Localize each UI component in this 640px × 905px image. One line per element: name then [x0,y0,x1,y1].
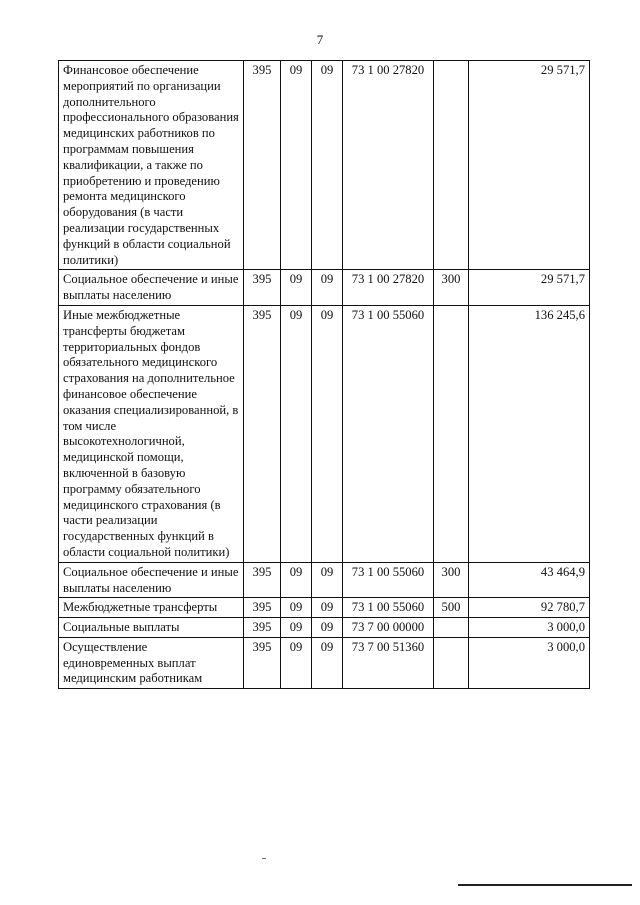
table-row [59,598,590,618]
target-article-code: 73 7 00 00000 [343,618,434,638]
footer-rule [458,884,632,886]
amount: 29 571,7 [469,270,590,306]
table-row [59,305,590,562]
expense-type-code: 300 [434,562,469,598]
row-name: Иные межбюджетные трансферты бюджетам территориальных фондов обязательного медицинского страхования на дополнительное финансовое обеспечение оказания специализированной, в том числе высокотехнологичной, медицинской помощи, включенной в базовую программу обязательного медицинского страхования (в части реализации государственных функций в области социальной политики) [59,305,244,562]
row-name: Финансовое обеспечение мероприятий по организации дополнительного профессионального образования медицинских работников по программам повышения квалификации, а также по приобретению и проведению ремонта медицинского оборудования (в части реализации государственных функций в области социальной политики) [59,61,244,270]
amount: 92 780,7 [469,598,590,618]
amount: 43 464,9 [469,562,590,598]
row-name: Социальное обеспечение и иные выплаты населению [59,270,244,306]
target-article-code: 73 1 00 27820 [343,61,434,270]
ministry-code: 395 [244,637,281,688]
section-code: 09 [281,562,312,598]
expense-type-code: 500 [434,598,469,618]
subsection-code: 09 [312,270,343,306]
section-code: 09 [281,305,312,562]
target-article-code: 73 1 00 55060 [343,562,434,598]
ministry-code: 395 [244,61,281,270]
subsection-code: 09 [312,305,343,562]
scan-mark [262,858,266,859]
section-code: 09 [281,637,312,688]
ministry-code: 395 [244,562,281,598]
section-code: 09 [281,270,312,306]
table-row [59,61,590,270]
amount: 136 245,6 [469,305,590,562]
subsection-code: 09 [312,618,343,638]
subsection-code: 09 [312,562,343,598]
target-article-code: 73 1 00 55060 [343,305,434,562]
table-row [59,270,590,306]
ministry-code: 395 [244,305,281,562]
target-article-code: 73 1 00 55060 [343,598,434,618]
expense-type-code [434,637,469,688]
section-code: 09 [281,618,312,638]
row-name: Межбюджетные трансферты [59,598,244,618]
ministry-code: 395 [244,270,281,306]
target-article-code: 73 7 00 51360 [343,637,434,688]
section-code: 09 [281,598,312,618]
table-row [59,637,590,688]
amount: 29 571,7 [469,61,590,270]
row-name: Социальное обеспечение и иные выплаты населению [59,562,244,598]
row-name: Социальные выплаты [59,618,244,638]
table-row [59,562,590,598]
subsection-code: 09 [312,61,343,270]
ministry-code: 395 [244,598,281,618]
amount: 3 000,0 [469,637,590,688]
budget-table [58,60,590,689]
section-code: 09 [281,61,312,270]
expense-type-code [434,305,469,562]
subsection-code: 09 [312,637,343,688]
page-number: 7 [316,32,324,47]
expense-type-code [434,61,469,270]
budget-table-body [59,61,590,689]
expense-type-code [434,618,469,638]
table-row [59,618,590,638]
target-article-code: 73 1 00 27820 [343,270,434,306]
amount: 3 000,0 [469,618,590,638]
subsection-code: 09 [312,598,343,618]
row-name: Осуществление единовременных выплат медицинским работникам [59,637,244,688]
expense-type-code: 300 [434,270,469,306]
ministry-code: 395 [244,618,281,638]
